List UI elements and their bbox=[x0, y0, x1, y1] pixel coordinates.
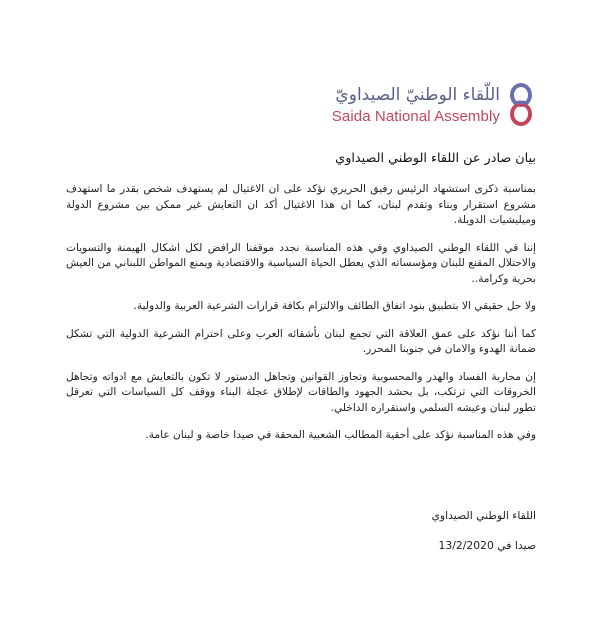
logo-arabic-name: اللّقاء الوطنيّ الصيداويّ bbox=[335, 84, 500, 105]
statement-body bbox=[66, 150, 536, 456]
statement-paragraph-3: ولا حل حقيقي الا بتطبيق بنود اتفاق الطائف والالتزام بكافة قرارات الشرعية العربية والدولية. bbox=[133, 300, 536, 312]
statement-paragraph-6: وفي هذه المناسبة نؤكد على أحقية المطالب الشعبية المحقة في صيدا خاصة و لبنان عامة. bbox=[145, 429, 536, 441]
statement-paragraph-1: بمناسبة ذكرى استشهاد الرئيس رفيق الحريري نؤكد على ان الاغتيال لم يستهدف شخص بقدر ما استهدف مشروع استقرار وبناء وتقدم لبنان، كما ان هذا الاغتيال أكد ان التعايش غير ممكن بين مشروع الدولة وميليشيات الدويلة. bbox=[66, 183, 536, 226]
statement-paragraph-5: إن محاربة الفساد والهدر والمحسوبية وتجاوز القوانين وتجاهل الدستور لا تكون بالتعايش مع ادواته وتجاهل الخروقات التي ترتكب، بل بحشد الجهود والطاقات لإطلاق عجلة البناء ووقف كل السياسات التي تعرقل تطور لبنان وعيشه السلمي واستقراره الداخلي. bbox=[66, 370, 536, 414]
statement-paragraph-2: إننا في اللقاء الوطني الصيداوي وفي هذه المناسبة نجدد موقفنا الرافض لكل اشكال الهيمنة والتسويات والاحتلال المقنع للبنان ومؤسساته الذي يعطل الحياة السياسية والاقتصادية ويمنع المواطن اللبناني من العيش بحرية وكرامة.. bbox=[66, 241, 536, 285]
statement-paragraph-4: كما أننا نؤكد على عمق العلاقة التي تجمع لبنان بأشقائه العرب وعلى احترام الشرعية الدولية التي تشكل ضمانة الهدوء والامان في جنوبنا المحرر. bbox=[66, 327, 536, 355]
organization-logo bbox=[332, 82, 534, 128]
logo-text-block bbox=[332, 84, 500, 127]
logo-mark-icon bbox=[508, 82, 534, 128]
statement-title: بيان صادر عن اللقاء الوطني الصيداوي bbox=[335, 151, 536, 166]
signature: اللقاء الوطني الصيداوي bbox=[431, 509, 536, 522]
date-line: صيدا في 13/2/2020 bbox=[438, 539, 536, 552]
logo-english-name: Saida National Assembly bbox=[331, 107, 500, 125]
